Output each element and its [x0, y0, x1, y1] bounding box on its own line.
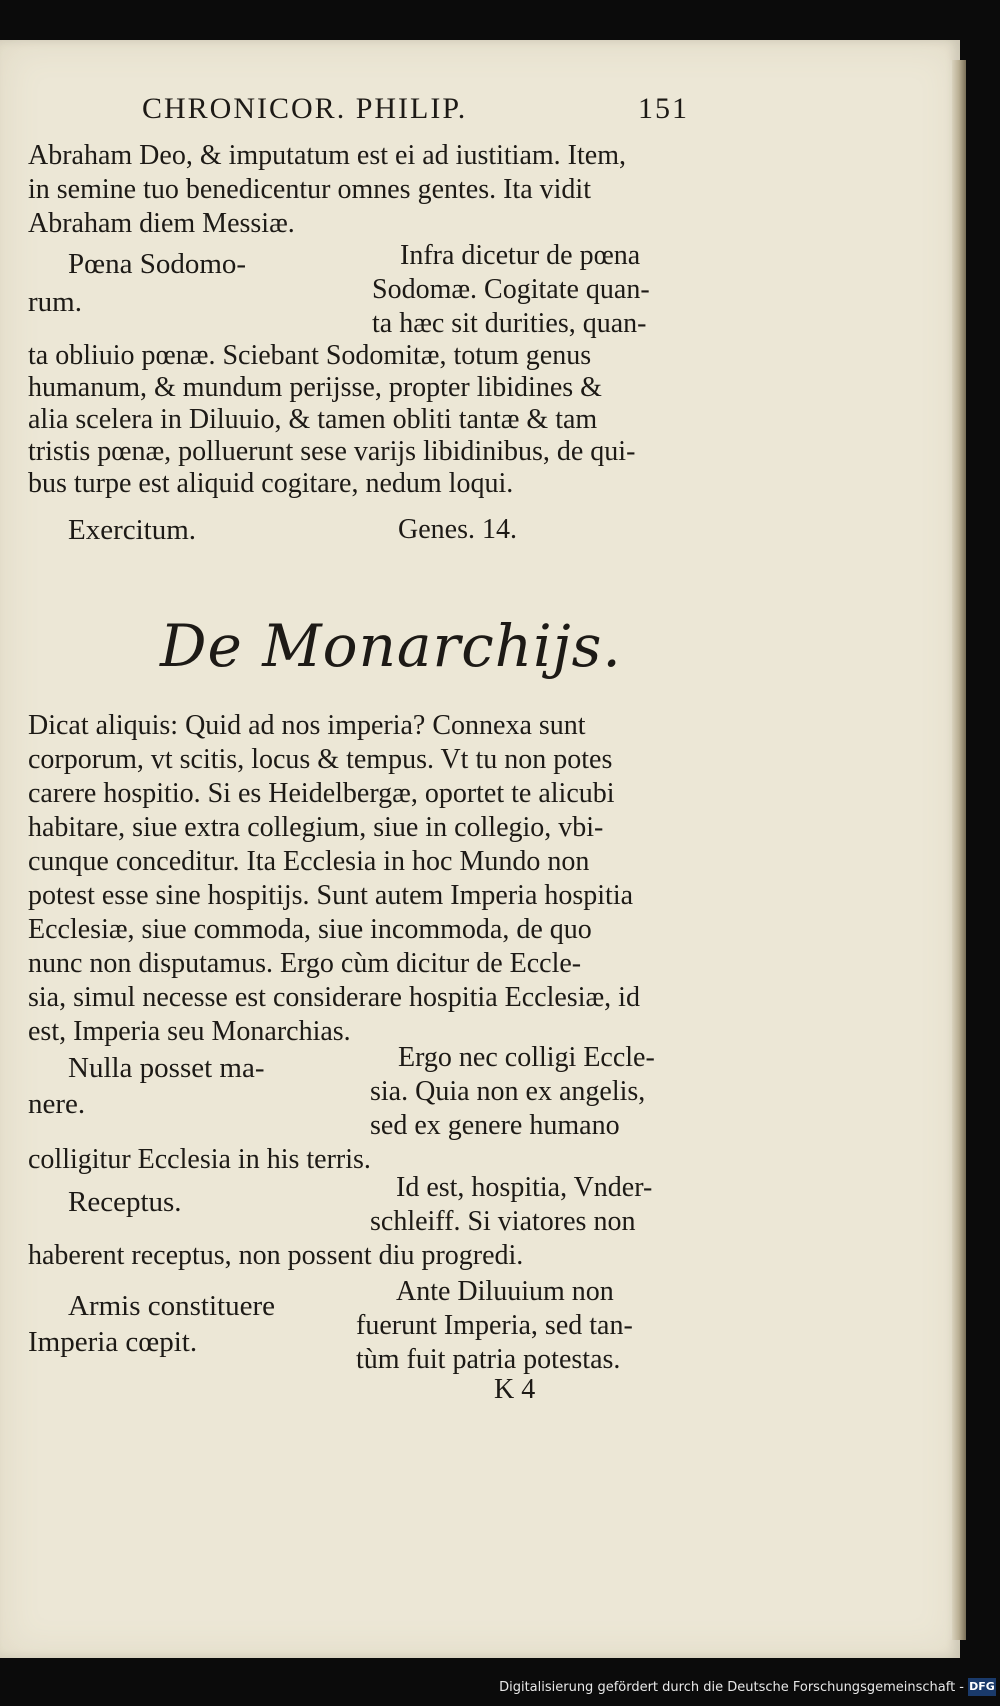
text-line: Id est, hospitia, Vnder- [396, 1172, 653, 1203]
margin-heading: Nulla posset ma- [68, 1052, 265, 1084]
text-line: habitare, siue extra collegium, siue in collegio, vbi- [28, 812, 604, 843]
footer-credit: Digitalisierung gefördert durch die Deutsche Forschungsgemeinschaft - [499, 1680, 964, 1695]
text-line: tùm fuit patria potestas. [356, 1344, 621, 1375]
text-line: Abraham diem Messiæ. [28, 208, 295, 239]
text-line: haberent receptus, non possent diu progredi. [28, 1240, 524, 1271]
margin-heading: Pœna Sodomo- [68, 248, 247, 280]
text-line: sia. Quia non ex angelis, [370, 1076, 646, 1107]
signature-mark: K 4 [494, 1374, 536, 1405]
text-line: Infra dicetur de pœna [400, 240, 641, 271]
text-line: Abraham Deo, & imputatum est ei ad iustitiam. Item, [28, 140, 626, 171]
text-line: est, Imperia seu Monarchias. [28, 1016, 351, 1047]
text-line: Sodomæ. Cogitate quan- [372, 274, 650, 305]
running-title: CHRONICOR. PHILIP. [142, 92, 468, 125]
text-line: alia scelera in Diluuio, & tamen obliti tantæ & tam [28, 404, 598, 435]
text-line: Ante Diluuium non [396, 1276, 614, 1307]
text-line: potest esse sine hospitijs. Sunt autem Imperia hospitia [28, 880, 634, 911]
text-line: corporum, vt scitis, locus & tempus. Vt tu non potes [28, 744, 613, 775]
text-line: fuerunt Imperia, sed tan- [356, 1310, 633, 1341]
text-line: cunque conceditur. Ita Ecclesia in hoc Mundo non [28, 846, 590, 877]
margin-heading: rum. [28, 286, 82, 318]
text-line: Dicat aliquis: Quid ad nos imperia? Connexa sunt [28, 710, 586, 741]
text-line: in semine tuo benedicentur omnes gentes. Ita vidit [28, 174, 591, 205]
text-line: ta obliuio pœnæ. Sciebant Sodomitæ, totum genus [28, 340, 592, 371]
text-line: ta hæc sit durities, quan- [372, 308, 647, 339]
margin-heading: Armis constituere [68, 1290, 275, 1322]
margin-heading: Exercitum. [68, 514, 197, 546]
text-line: sed ex genere humano [370, 1110, 620, 1141]
dfg-logo: DFG [968, 1678, 996, 1696]
text-line: humanum, & mundum perijsse, propter libidines & [28, 372, 602, 403]
text-line: sia, simul necesse est considerare hospitia Ecclesiæ, id [28, 982, 640, 1013]
page-number: 151 [638, 92, 689, 125]
text-line: schleiff. Si viatores non [370, 1206, 636, 1237]
text-line: nunc non disputamus. Ergo cùm dicitur de Eccle- [28, 948, 582, 979]
text-line: bus turpe est aliquid cogitare, nedum loqui. [28, 468, 514, 499]
page-edge [952, 60, 966, 1640]
text-line: carere hospitio. Si es Heidelbergæ, oportet te alicubi [28, 778, 615, 809]
margin-heading: Imperia cœpit. [28, 1326, 198, 1358]
text-line: Ergo nec colligi Eccle- [398, 1042, 655, 1073]
text-line: colligitur Ecclesia in his terris. [28, 1144, 371, 1175]
section-title: De Monarchijs. [160, 612, 622, 680]
text-line: tristis pœnæ, polluerunt sese varijs libidinibus, de qui- [28, 436, 636, 467]
text-line: Ecclesiæ, siue commoda, siue incommoda, de quo [28, 914, 592, 945]
margin-heading: nere. [28, 1088, 86, 1120]
margin-heading: Receptus. [68, 1186, 182, 1218]
reference: Genes. 14. [398, 514, 517, 545]
